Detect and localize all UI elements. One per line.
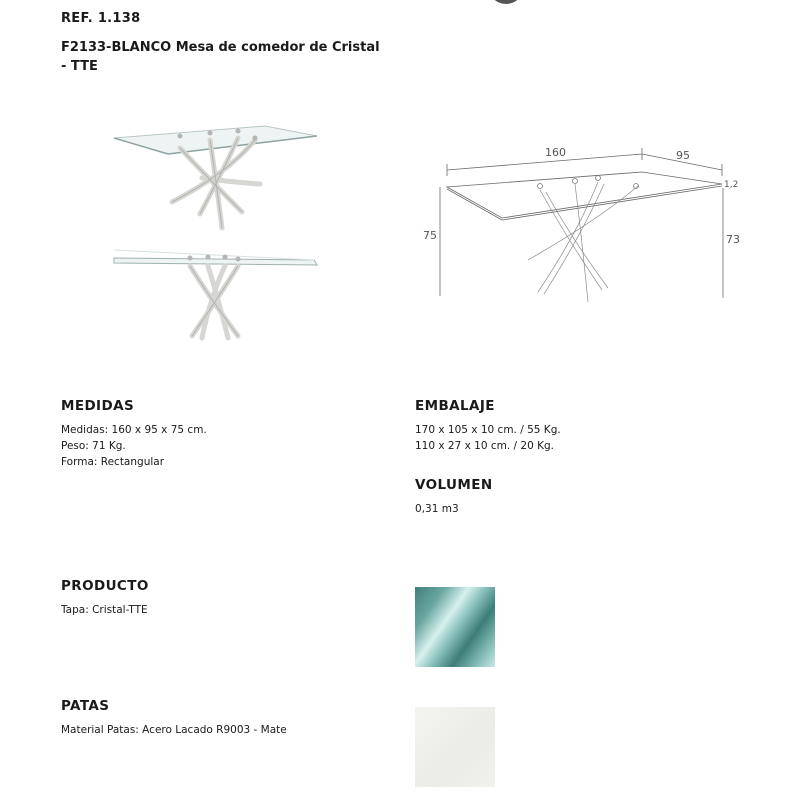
brand-logo-icon [488,0,524,4]
product-title: F2133-BLANCO Mesa de comedor de Cristal - TTE [61,40,380,74]
dimension-height-right: 73 [726,233,740,246]
volumen-heading: VOLUMEN [415,477,493,493]
medidas-heading: MEDIDAS [61,398,135,414]
producto-line: Tapa: Cristal-TTE [61,604,148,616]
embalaje-list [415,422,561,454]
medidas-list [61,422,207,470]
producto-heading: PRODUCTO [61,578,149,594]
embalaje-line: 110 x 27 x 10 cm. / 20 Kg. [415,440,555,452]
table-photo-perspective [110,118,325,233]
medidas-line: Medidas: 160 x 95 x 75 cm. [61,424,207,436]
table-photo-side [110,238,325,340]
embalaje-heading: EMBALAJE [415,398,495,414]
dimension-thickness: 1,2 [724,180,739,190]
dimension-length: 160 [545,146,566,159]
patas-line: Material Patas: Acero Lacado R9003 - Mate [61,724,287,736]
dimension-width: 95 [676,149,690,162]
dimension-height-left: 75 [423,229,437,242]
patas-heading: PATAS [61,698,110,714]
product-reference: REF. 1.138 [61,11,141,26]
glass-finish-swatch [415,587,495,667]
volumen-value: 0,31 m3 [415,503,459,515]
embalaje-line: 170 x 105 x 10 cm. / 55 Kg. [415,424,561,436]
table-dimension-drawing [410,140,750,305]
medidas-line: Peso: 71 Kg. [61,440,126,452]
medidas-line: Forma: Rectangular [61,456,165,468]
leg-finish-swatch [415,707,495,787]
